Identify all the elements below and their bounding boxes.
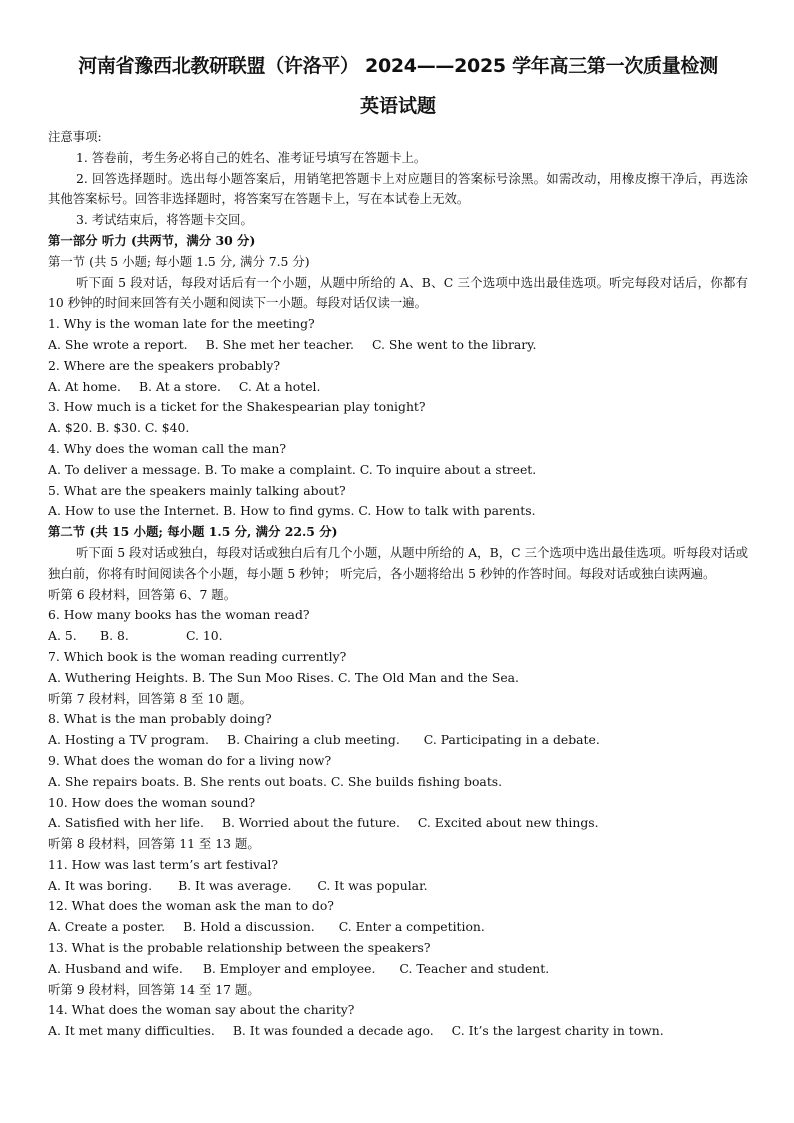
notes-heading: 注意事项: xyxy=(48,129,102,144)
option-b: B. Hold a discussion. xyxy=(183,919,315,935)
question-4-stem: 4. Why does the woman call the man? xyxy=(48,440,286,456)
question-7-stem: 7. Which book is the woman reading currently? xyxy=(48,648,347,664)
question-14-options xyxy=(48,1021,748,1042)
exam-body xyxy=(48,127,748,1042)
material-7-note: 听第 7 段材料，回答第 8 至 10 题。 xyxy=(48,690,252,706)
part1-heading: 第一部分 听力 (共两节，满分 30 分) xyxy=(48,232,256,248)
question-9-options: A. She repairs boats. B. She rents out boats. C. She builds fishing boats. xyxy=(48,773,503,789)
option-a: A. She wrote a report. xyxy=(48,336,188,352)
question-4-options: A. To deliver a message. B. To make a complaint. C. To inquire about a street. xyxy=(48,461,537,477)
question-11-options xyxy=(48,876,748,897)
option-a: A. Husband and wife. xyxy=(48,960,183,976)
question-2-stem: 2. Where are the speakers probably? xyxy=(48,357,281,373)
question-5-stem: 5. What are the speakers mainly talking about? xyxy=(48,482,346,498)
note-item-1: 1. 答卷前，考生务必将自己的姓名、准考证号填写在答题卡上。 xyxy=(76,149,427,165)
option-c: C. Teacher and student. xyxy=(399,960,550,976)
option-a: A. 5. xyxy=(48,628,77,644)
question-12-stem: 12. What does the woman ask the man to do? xyxy=(48,898,334,914)
question-13-stem: 13. What is the probable relationship between the speakers? xyxy=(48,940,431,956)
option-b: B. Chairing a club meeting. xyxy=(226,732,400,748)
section1-instructions: 听下面 5 段对话，每段对话后有一个小题，从题中所给的 A、B、C 三个选项中选出最佳选项。听完每段对话后，你都有 10 秒钟的时间来回答有关小题和阅读下一小题。每段对话仅读一遍。 xyxy=(48,274,748,311)
question-8-stem: 8. What is the man probably doing? xyxy=(48,711,272,727)
option-b: B. At a store. xyxy=(138,378,221,394)
option-c: C. It was popular. xyxy=(317,877,428,893)
note-item-2: 2. 回答选择题时。选出每小题答案后，用销笔把答题卡上对应题目的答案标号涂黑。如需改动，用橡皮擦干净后，再选涂其他答案标号。回答非选择题时，将答案写在答题卡上，写在本试卷上无效。 xyxy=(48,170,748,207)
option-a: A. Satisfied with her life. xyxy=(48,815,204,831)
question-7-options: A. Wuthering Heights. B. The Sun Moo Rises. C. The Old Man and the Sea. xyxy=(48,669,519,685)
option-a: A. Create a poster. xyxy=(48,919,166,935)
option-c: C. She went to the library. xyxy=(371,336,537,352)
question-13-options xyxy=(48,959,748,980)
material-6-note: 听第 6 段材料，回答第 6、7 题。 xyxy=(48,586,237,602)
section2-heading: 第二节 (共 15 小题; 每小题 1.5 分, 满分 22.5 分) xyxy=(48,524,338,540)
question-3-stem: 3. How much is a ticket for the Shakespearian play tonight? xyxy=(48,399,426,415)
section1-heading: 第一节 (共 5 小题; 每小题 1.5 分, 满分 7.5 分) xyxy=(48,253,310,269)
material-8-note: 听第 8 段材料，回答第 11 至 13 题。 xyxy=(48,836,260,852)
question-9-stem: 9. What does the woman do for a living now? xyxy=(48,752,332,768)
option-c: C. 10. xyxy=(186,628,223,644)
note-item-3: 3. 考试结束后，将答题卡交回。 xyxy=(76,212,253,228)
option-a: A. At home. xyxy=(48,378,121,394)
question-8-options xyxy=(48,730,748,751)
option-b: B. She met her teacher. xyxy=(205,336,354,352)
question-2-options xyxy=(48,377,748,398)
question-10-options xyxy=(48,813,748,834)
exam-subtitle: 英语试题 xyxy=(359,95,436,117)
question-12-options xyxy=(48,917,748,938)
option-c: C. Excited about new things. xyxy=(417,815,599,831)
option-b: B. 8. xyxy=(100,628,129,644)
question-11-stem: 11. How was last term’s art festival? xyxy=(48,856,279,872)
option-b: B. It was average. xyxy=(178,877,292,893)
option-a: A. It met many difficulties. xyxy=(48,1023,215,1039)
option-c: C. It’s the largest charity in town. xyxy=(451,1023,664,1039)
option-c: C. Enter a competition. xyxy=(338,919,485,935)
question-6-stem: 6. How many books has the woman read? xyxy=(48,607,310,623)
option-b: B. Worried about the future. xyxy=(221,815,400,831)
question-5-options: A. How to use the Internet. B. How to find gyms. C. How to talk with parents. xyxy=(48,503,536,519)
section2-instructions: 听下面 5 段对话或独白，每段对话或独白后有几个小题，从题中所给的 A，B，C 三个选项中选出最佳选项。听每段对话或独白前，你将有时间阅读各个小题，每小题 5 秒钟； 听完后，各小题将给出 5 秒钟的作答时间。每段对话或独白读两遍。 xyxy=(48,544,748,581)
question-6-options xyxy=(48,626,748,647)
question-1-stem: 1. Why is the woman late for the meeting? xyxy=(48,316,315,332)
option-a: A. Hosting a TV program. xyxy=(48,732,209,748)
question-3-options: A. $20. B. $30. C. $40. xyxy=(48,420,190,436)
question-10-stem: 10. How does the woman sound? xyxy=(48,794,256,810)
exam-title: 河南省豫西北教研联盟（许洛平） 2024——2025 学年高三第一次质量检测 xyxy=(78,55,718,77)
question-14-stem: 14. What does the woman say about the charity? xyxy=(48,1002,355,1018)
option-a: A. It was boring. xyxy=(48,877,153,893)
option-b: B. Employer and employee. xyxy=(202,960,376,976)
question-1-options xyxy=(48,335,748,356)
option-b: B. It was founded a decade ago. xyxy=(232,1023,434,1039)
option-c: C. Participating in a debate. xyxy=(423,732,600,748)
option-c: C. At a hotel. xyxy=(238,378,321,394)
material-9-note: 听第 9 段材料，回答第 14 至 17 题。 xyxy=(48,981,260,997)
